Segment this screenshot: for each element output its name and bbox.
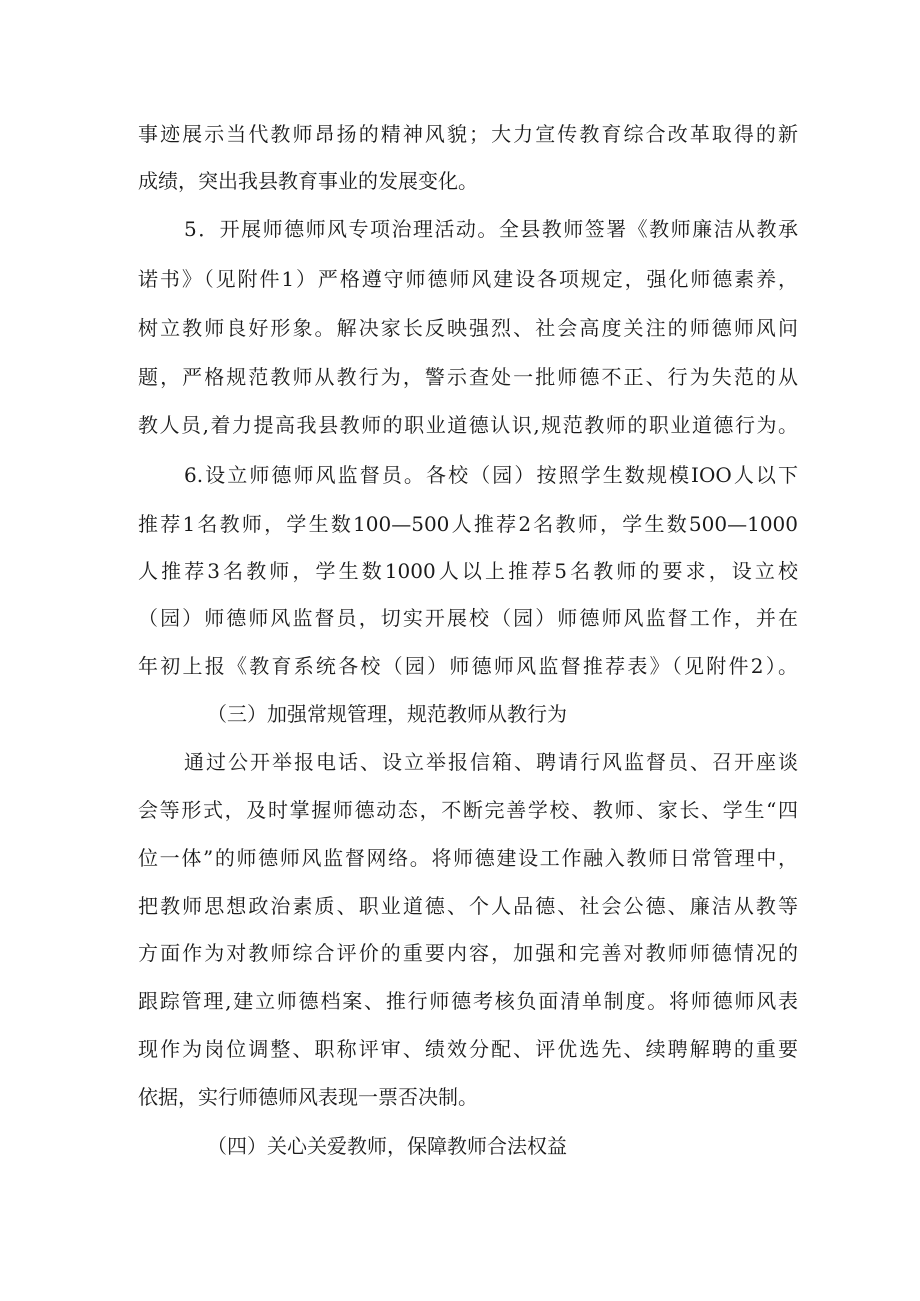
body-text-line: 人推荐3名教师，学生数1000人以上推荐5名教师的要求，设立校 xyxy=(138,559,798,583)
numbered-item-6: 6.设立师德师风监督员。各校（园）按照学生数规模IOO人以下 xyxy=(184,463,798,487)
section-heading-4: （四）关心关爱教师，保障教师合法权益 xyxy=(207,1134,567,1158)
body-text-line: 方面作为对教师综合评价的重要内容，加强和完善对教师师德情况的 xyxy=(138,941,798,965)
body-text-line: 题，严格规范教师从教行为，警示查处一批师德不正、行为失范的从 xyxy=(138,365,798,389)
body-text-line: 年初上报《教育系统各校（园）师德师风监督推荐表》（见附件2）。 xyxy=(138,654,798,678)
body-text-line: 把教师思想政治素质、职业道德、个人品德、社会公德、廉洁从教等 xyxy=(138,894,798,918)
body-text-line: 依据，实行师德师风表现一票否决制。 xyxy=(138,1085,478,1109)
numbered-item-5: 5．开展师德师风专项治理活动。全县教师签署《教师廉洁从教承 xyxy=(184,217,798,241)
body-text-line: 推荐1名教师，学生数100—500人推荐2名教师，学生数500—1000 xyxy=(138,512,798,536)
body-text-line: 通过公开举报电话、设立举报信箱、聘请行风监督员、召开座谈 xyxy=(184,750,798,774)
body-text-line: （园）师德师风监督员，切实开展校（园）师德师风监督工作，并在 xyxy=(138,606,798,630)
body-text-line: 现作为岗位调整、职称评审、绩效分配、评优选先、续聘解聘的重要 xyxy=(138,1037,798,1061)
section-heading-3: （三）加强常规管理，规范教师从教行为 xyxy=(207,702,567,726)
body-text-line: 事迹展示当代教师昂扬的精神风貌；大力宣传教育综合改革取得的新 xyxy=(138,122,798,146)
body-text-line: 跟踪管理,建立师德档案、推行师德考核负面清单制度。将师德师风表 xyxy=(138,989,798,1013)
body-text-line: 位一体”的师德师风监督网络。将师德建设工作融入教师日常管理中， xyxy=(138,846,798,870)
body-text-line: 诺书》（见附件1）严格遵守师德师风建设各项规定，强化师德素养， xyxy=(138,267,798,291)
body-text-line: 教人员,着力提高我县教师的职业道德认识,规范教师的职业道德行为。 xyxy=(138,413,798,437)
body-text-line: 会等形式，及时掌握师德动态，不断完善学校、教师、家长、学生“四 xyxy=(138,798,798,822)
body-text-line: 树立教师良好形象。解决家长反映强烈、社会高度关注的师德师风问 xyxy=(138,316,798,340)
body-text-line: 成绩，突出我县教育事业的发展变化。 xyxy=(138,169,478,193)
